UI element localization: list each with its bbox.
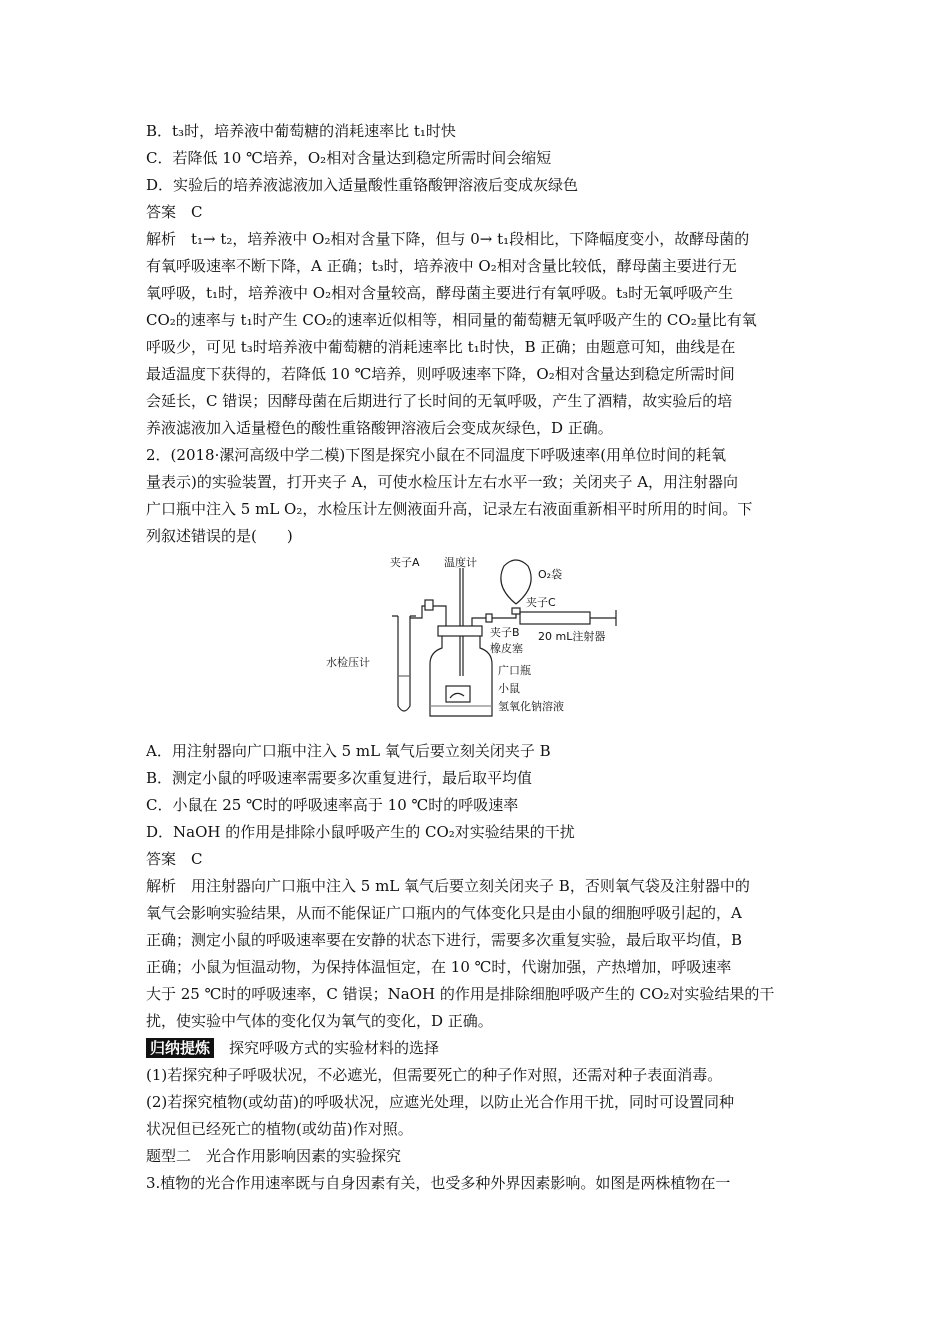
apparatus-figure bbox=[146, 556, 816, 736]
label-clamp-a: 夹子A bbox=[390, 556, 420, 569]
q2-analysis-line: 解析 用注射器向广口瓶中注入 5 mL 氧气后要立刻关闭夹子 B，否则氧气袋及注射器中的 bbox=[146, 877, 750, 895]
q1-option-c: C．若降低 10 ℃培养，O₂相对含量达到稳定所需时间会缩短 bbox=[146, 149, 552, 167]
q2-option-c: C．小鼠在 25 ℃时的呼吸速率高于 10 ℃时的呼吸速率 bbox=[146, 796, 519, 814]
label-o2-bag: O₂袋 bbox=[538, 568, 563, 581]
mouse bbox=[450, 693, 464, 698]
q1-analysis-line: 呼吸少，可见 t₃时培养液中葡萄糖的消耗速率比 t₁时快，B 正确；由题意可知，曲线是在 bbox=[146, 338, 736, 356]
q2-analysis-line: 大于 25 ℃时的呼吸速率，C 错误；NaOH 的作用是排除细胞呼吸产生的 CO₂对实验结果的干 bbox=[146, 985, 775, 1003]
manometer-tube bbox=[398, 616, 410, 711]
q1-answer: 答案 C bbox=[146, 203, 203, 221]
label-stopper: 橡皮塞 bbox=[490, 642, 523, 655]
q2-analysis-line: 扰，使实验中气体的变化仅为氧气的变化，D 正确。 bbox=[146, 1012, 493, 1030]
clamp-a bbox=[425, 600, 433, 610]
label-naoh: 氢氧化钠溶液 bbox=[498, 700, 564, 713]
label-thermometer: 温度计 bbox=[444, 556, 477, 569]
q1-option-b: B．t₃时，培养液中葡萄糖的消耗速率比 t₁时快 bbox=[146, 122, 456, 140]
q2-stem-line: 2．(2018·漯河高级中学二模)下图是探究小鼠在不同温度下呼吸速率(用单位时间的耗氧 bbox=[146, 446, 727, 464]
summary-tag: 归纳提炼 bbox=[146, 1038, 214, 1058]
apparatus-diagram bbox=[326, 556, 626, 736]
q2-analysis-line: 氧气会影响实验结果，从而不能保证广口瓶内的气体变化只是由小鼠的细胞呼吸引起的，A bbox=[146, 904, 742, 922]
label-clamp-c: 夹子C bbox=[526, 596, 556, 609]
label-mouse: 小鼠 bbox=[498, 682, 520, 695]
bottle bbox=[430, 636, 492, 716]
q2-answer: 答案 C bbox=[146, 850, 203, 868]
label-syringe: 20 mL注射器 bbox=[538, 630, 606, 643]
q1-analysis-line: 养液滤液加入适量橙色的酸性重铬酸钾溶液后会变成灰绿色，D 正确。 bbox=[146, 419, 613, 437]
q1-analysis-line: 最适温度下获得的，若降低 10 ℃培养，则呼吸速率下降，O₂相对含量达到稳定所需时间 bbox=[146, 365, 735, 383]
q2-option-a: A．用注射器向广口瓶中注入 5 mL 氧气后要立刻关闭夹子 B bbox=[146, 742, 551, 760]
clamp-c bbox=[512, 608, 520, 614]
summary-title: 探究呼吸方式的实验材料的选择 bbox=[214, 1039, 440, 1057]
section-heading: 题型二 光合作用影响因素的实验探究 bbox=[146, 1147, 402, 1165]
summary-item: (1)若探究种子呼吸状况，不必遮光，但需要死亡的种子作对照，还需对种子表面消毒。 bbox=[146, 1066, 723, 1084]
q1-analysis-line: CO₂的速率与 t₁时产生 CO₂的速率近似相等，相同量的葡萄糖无氧呼吸产生的 CO₂量比有氧 bbox=[146, 311, 757, 329]
q2-stem-line: 列叙述错误的是( ) bbox=[146, 527, 293, 545]
q1-option-d: D．实验后的培养液滤液加入适量酸性重铬酸钾溶液后变成灰绿色 bbox=[146, 176, 579, 194]
q2-analysis-line: 正确；小鼠为恒温动物，为保持体温恒定，在 10 ℃时，代谢加强，产热增加，呼吸速率 bbox=[146, 958, 732, 976]
q2-analysis-line: 正确；测定小鼠的呼吸速率要在安静的状态下进行，需要多次重复实验，最后取平均值，B bbox=[146, 931, 743, 949]
q1-analysis-line: 有氧呼吸速率不断下降，A 正确；t₃时，培养液中 O₂相对含量比较低，酵母菌主要进行无 bbox=[146, 257, 737, 275]
syringe bbox=[520, 612, 590, 624]
q2-stem-line: 量表示)的实验装置，打开夹子 A，可使水检压计左右水平一致；关闭夹子 A，用注射器向 bbox=[146, 473, 739, 491]
q2-option-d: D．NaOH 的作用是排除小鼠呼吸产生的 CO₂对实验结果的干扰 bbox=[146, 823, 575, 841]
q1-analysis-line: 氧呼吸，t₁时，培养液中 O₂相对含量较高，酵母菌主要进行有氧呼吸。t₃时无氧呼吸产生 bbox=[146, 284, 734, 302]
label-bottle: 广口瓶 bbox=[498, 664, 531, 677]
label-manometer: 水检压计 bbox=[326, 656, 370, 669]
summary-heading bbox=[146, 1035, 816, 1062]
summary-item: 状况但已经死亡的植物(或幼苗)作对照。 bbox=[146, 1120, 413, 1138]
label-clamp-b: 夹子B bbox=[490, 626, 520, 639]
rubber-stopper bbox=[438, 626, 482, 636]
q2-option-b: B．测定小鼠的呼吸速率需要多次重复进行，最后取平均值 bbox=[146, 769, 533, 787]
clamp-b bbox=[486, 614, 492, 622]
q3-stem: 3.植物的光合作用速率既与自身因素有关，也受多种外界因素影响。如图是两株植物在一 bbox=[146, 1174, 731, 1192]
q1-analysis-line: 解析 t₁→ t₂，培养液中 O₂相对含量下降，但与 0→ t₁段相比，下降幅度变小，故酵母菌的 bbox=[146, 230, 750, 248]
document-page bbox=[146, 118, 816, 1197]
q1-analysis-line: 会延长，C 错误；因酵母菌在后期进行了长时间的无氧呼吸，产生了酒精，故实验后的培 bbox=[146, 392, 733, 410]
summary-item: (2)若探究植物(或幼苗)的呼吸状况，应遮光处理，以防止光合作用干扰，同时可设置同种 bbox=[146, 1093, 734, 1111]
q2-stem-line: 广口瓶中注入 5 mL O₂，水检压计左侧液面升高，记录左右液面重新相平时所用的时间。下 bbox=[146, 500, 753, 518]
